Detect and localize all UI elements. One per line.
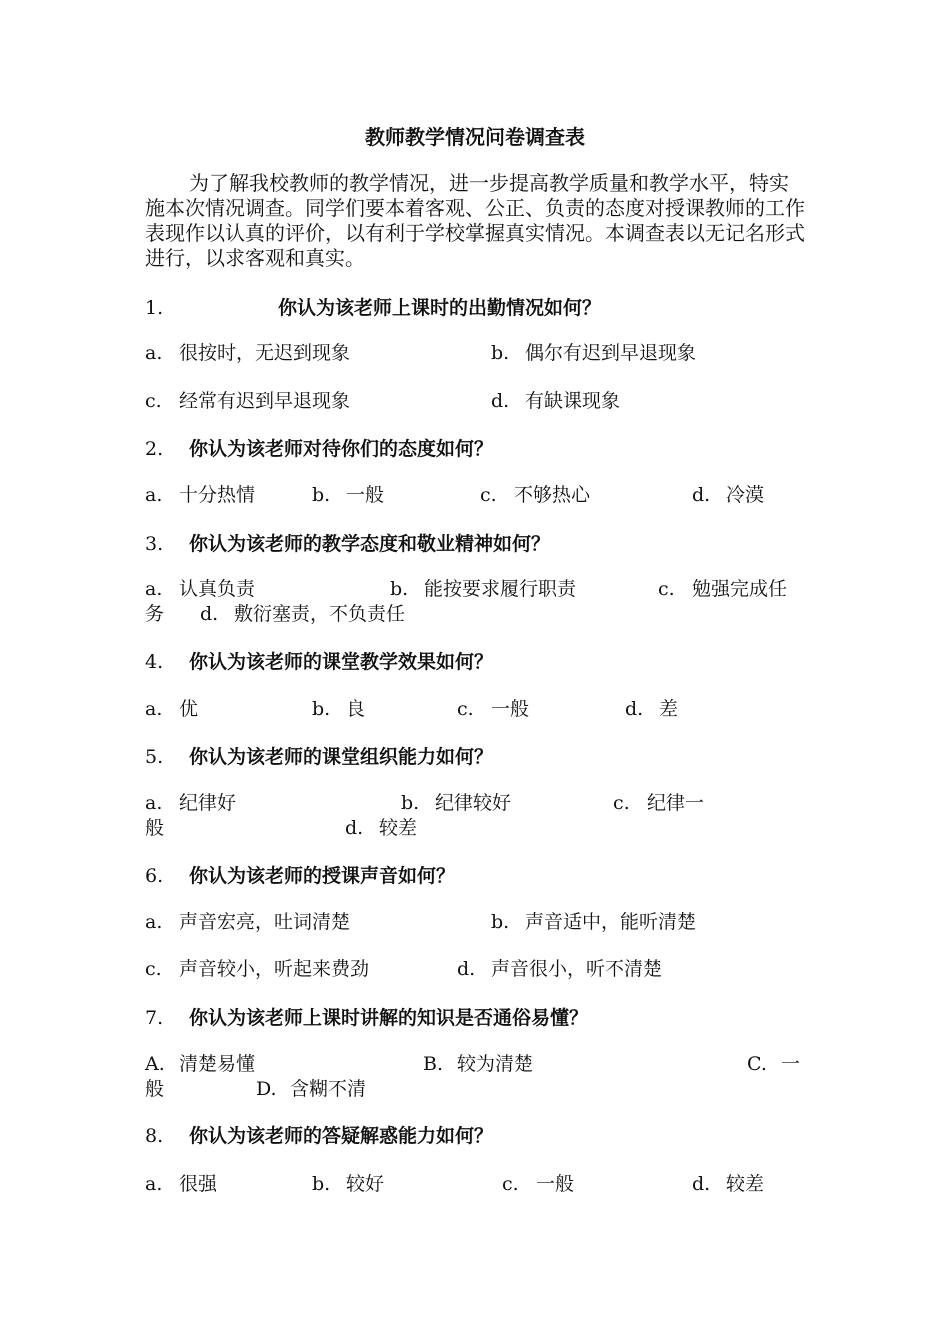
- option-letter: c.: [145, 958, 162, 980]
- question-number: 5.: [145, 746, 164, 768]
- option-letter: D.: [256, 1078, 277, 1100]
- option-text: 冷漠: [726, 484, 765, 506]
- option-d[interactable]: [200, 602, 405, 627]
- option-d[interactable]: [491, 389, 620, 414]
- option-text: 声音很小，听不清楚: [491, 958, 663, 980]
- option-a[interactable]: [145, 1172, 217, 1197]
- option-letter: d.: [625, 698, 644, 720]
- options-row: [145, 1052, 807, 1080]
- option-text: 敷衍塞责，不负责任: [234, 603, 406, 625]
- options-row: [145, 910, 807, 938]
- option-b[interactable]: [491, 341, 696, 366]
- option-d[interactable]: [256, 1077, 366, 1102]
- option-text: 含糊不清: [290, 1078, 367, 1100]
- option-text: 能按要求履行职责: [424, 578, 577, 600]
- option-text: 声音宏亮，吐词清楚: [179, 911, 351, 933]
- option-text: 经常有迟到早退现象: [179, 390, 351, 412]
- option-letter: d.: [457, 958, 476, 980]
- question-text: 你认为该老师对待你们的态度如何？: [189, 438, 494, 460]
- document-title: 教师教学情况问卷调查表: [365, 125, 585, 149]
- option-b[interactable]: [491, 910, 696, 935]
- option-text: 声音较小，听起来费劲: [179, 958, 370, 980]
- option-letter: c.: [145, 390, 162, 412]
- option-text: 纪律一: [647, 792, 705, 814]
- option-text: 一般: [491, 698, 530, 720]
- option-text: 纪律较好: [435, 792, 512, 814]
- question-5: [145, 743, 493, 771]
- option-letter: a.: [145, 342, 163, 364]
- option-text: 纪律好: [179, 792, 237, 814]
- option-letter: b.: [491, 342, 510, 364]
- option-letter: b.: [312, 484, 331, 506]
- option-text: 良: [346, 698, 366, 720]
- option-letter: d.: [491, 390, 510, 412]
- options-row: [145, 957, 807, 985]
- question-text: 你认为该老师的答疑解惑能力如何？: [189, 1125, 494, 1147]
- option-text: 十分热情: [179, 484, 256, 506]
- intro-paragraph: 为了解我校教师的教学情况，进一步提高教学质量和教学水平，特实施本次情况调查。同学们要本着客观、公正、负责的态度对授课教师的工作表现作以认真的评价，以有利于学校掌握真实情况。本调查表以无记名形式进行，以求客观和真实。: [145, 171, 805, 270]
- option-text: 较为清楚: [457, 1053, 534, 1075]
- options-row: [145, 483, 807, 511]
- option-text: 较差: [726, 1173, 765, 1195]
- option-text: 清楚易懂: [179, 1053, 256, 1075]
- option-text: 一: [781, 1053, 801, 1075]
- options-row: [145, 1077, 807, 1105]
- option-b[interactable]: [312, 1172, 384, 1197]
- question-number: 6.: [145, 865, 164, 887]
- option-letter: A.: [145, 1053, 165, 1075]
- option-d[interactable]: [692, 483, 764, 508]
- question-text: 你认为该老师上课时的出勤情况如何？: [278, 297, 602, 319]
- option-text: 优: [179, 698, 199, 720]
- question-text: 你认为该老师的授课声音如何？: [189, 865, 456, 887]
- option-letter: d.: [692, 1173, 711, 1195]
- option-text: 偶尔有迟到早退现象: [525, 342, 697, 364]
- options-row: [145, 602, 807, 630]
- option-letter: d.: [692, 484, 711, 506]
- option-d[interactable]: [692, 1172, 764, 1197]
- option-b[interactable]: [423, 1052, 533, 1077]
- option-letter: c.: [658, 578, 675, 600]
- options-row: [145, 697, 807, 725]
- option-letter: b.: [401, 792, 420, 814]
- option-a[interactable]: [145, 577, 255, 602]
- option-text: 认真负责: [179, 578, 256, 600]
- option-text: 不够热心: [514, 484, 591, 506]
- question-number: 4.: [145, 651, 164, 673]
- option-c[interactable]: [480, 483, 590, 508]
- option-d[interactable]: [345, 816, 417, 841]
- option-a[interactable]: [145, 1052, 255, 1077]
- option-letter: a.: [145, 578, 163, 600]
- option-letter: a.: [145, 792, 163, 814]
- options-row: [145, 577, 807, 605]
- option-text: 务: [145, 603, 165, 625]
- option-c[interactable]: [747, 1052, 800, 1077]
- question-3: [145, 530, 550, 558]
- option-d[interactable]: [457, 957, 662, 982]
- option-letter: b.: [390, 578, 409, 600]
- question-text: 你认为该老师的教学态度和敬业精神如何？: [189, 533, 551, 555]
- option-letter: b.: [312, 698, 331, 720]
- option-letter: B.: [423, 1053, 444, 1075]
- question-number: 2.: [145, 438, 164, 460]
- option-text: 差: [659, 698, 679, 720]
- option-letter: c.: [613, 792, 630, 814]
- question-number: 3.: [145, 533, 164, 555]
- options-row: [145, 389, 807, 417]
- option-text: 一般: [346, 484, 385, 506]
- question-number: 8.: [145, 1125, 164, 1147]
- option-b[interactable]: [312, 697, 365, 722]
- option-letter: c.: [457, 698, 474, 720]
- option-c-wrap: [145, 816, 164, 841]
- option-letter: b.: [312, 1173, 331, 1195]
- option-text: 较差: [379, 817, 418, 839]
- option-text: 般: [145, 1078, 165, 1100]
- question-6: [145, 862, 455, 890]
- option-a[interactable]: [145, 697, 198, 722]
- option-a[interactable]: [145, 341, 350, 366]
- option-letter: b.: [491, 911, 510, 933]
- option-text: 一般: [536, 1173, 575, 1195]
- question-number: 1.: [145, 297, 164, 319]
- option-a[interactable]: [145, 483, 255, 508]
- option-letter: d.: [345, 817, 364, 839]
- option-text: 般: [145, 817, 165, 839]
- question-text: 你认为该老师的课堂组织能力如何？: [189, 746, 494, 768]
- option-c[interactable]: [613, 791, 704, 816]
- option-letter: c.: [480, 484, 497, 506]
- option-c[interactable]: [502, 1172, 574, 1197]
- option-a[interactable]: [145, 910, 350, 935]
- option-text: 很按时，无迟到现象: [179, 342, 351, 364]
- option-c[interactable]: [658, 577, 787, 602]
- option-text: 有缺课现象: [525, 390, 621, 412]
- option-letter: a.: [145, 484, 163, 506]
- option-text: 勉强完成任: [692, 578, 788, 600]
- option-text: 很强: [179, 1173, 218, 1195]
- option-letter: a.: [145, 698, 163, 720]
- question-text: 你认为该老师的课堂教学效果如何？: [189, 651, 494, 673]
- option-c-wrap: [145, 1077, 164, 1102]
- option-letter: a.: [145, 1173, 163, 1195]
- option-b[interactable]: [401, 791, 511, 816]
- option-c[interactable]: [145, 389, 350, 414]
- question-2: [145, 435, 493, 463]
- option-letter: d.: [200, 603, 219, 625]
- option-letter: a.: [145, 911, 163, 933]
- option-d[interactable]: [625, 697, 678, 722]
- option-text: 声音适中，能听清楚: [525, 911, 697, 933]
- question-1: [145, 294, 601, 322]
- options-row: [145, 791, 807, 819]
- option-c-wrap: [145, 602, 164, 627]
- question-number: 7.: [145, 1007, 164, 1029]
- options-row: [145, 816, 807, 844]
- option-b[interactable]: [390, 577, 576, 602]
- question-7: [145, 1004, 588, 1032]
- question-text: 你认为该老师上课时讲解的知识是否通俗易懂？: [189, 1007, 589, 1029]
- option-text: 较好: [346, 1173, 385, 1195]
- option-letter: c.: [502, 1173, 519, 1195]
- option-b[interactable]: [312, 483, 384, 508]
- question-4: [145, 648, 493, 676]
- option-a[interactable]: [145, 791, 236, 816]
- options-row: [145, 1172, 807, 1200]
- options-row: [145, 341, 807, 369]
- option-c[interactable]: [145, 957, 369, 982]
- question-8: [145, 1122, 493, 1150]
- option-letter: C.: [747, 1053, 767, 1075]
- option-c[interactable]: [457, 697, 529, 722]
